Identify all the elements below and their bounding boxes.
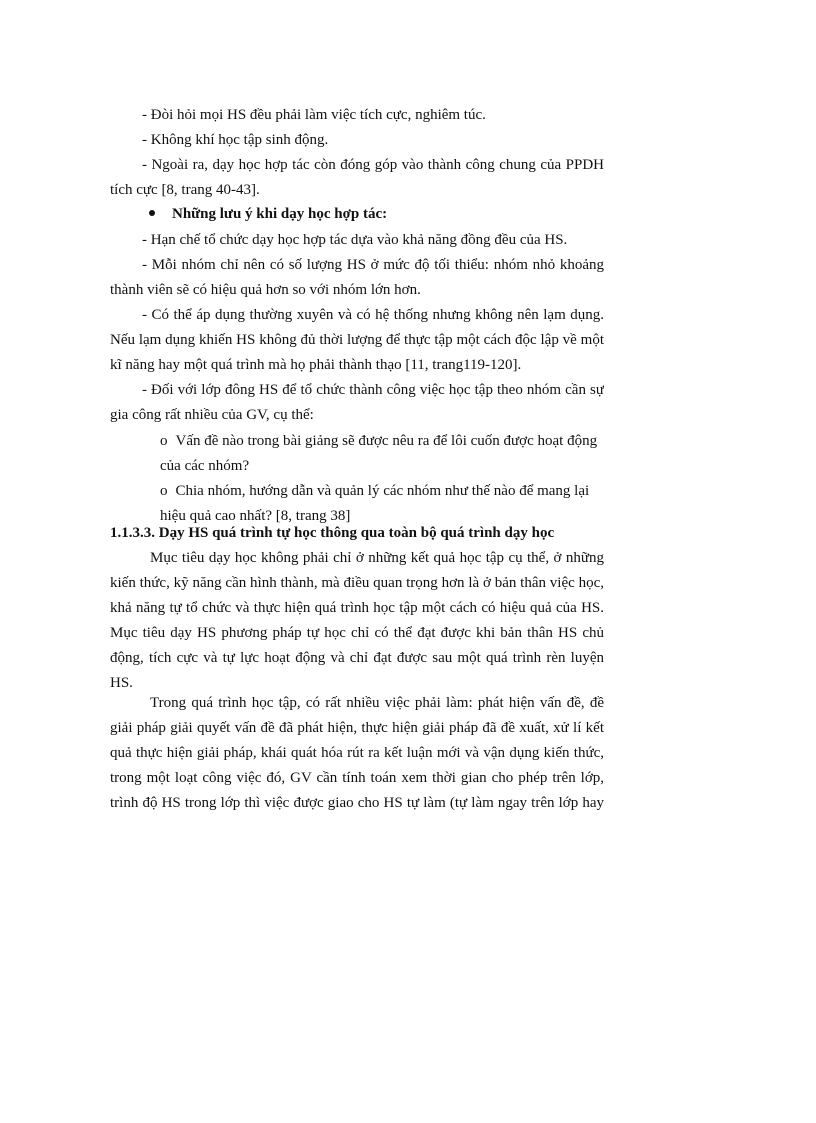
circle-bullet-icon: o xyxy=(160,483,168,499)
text-line: Mục tiêu dạy HS phương pháp tự học chỉ có thể đạt được khi bản thân HS chủ xyxy=(110,625,604,641)
sub-bullet-item xyxy=(160,482,589,500)
text-line: Trong quá trình học tập, có rất nhiều việc phải làm: phát hiện vấn đề, đề xyxy=(150,695,604,711)
text-line: thành viên sẽ có hiệu quả hơn so với nhóm lớn hơn. xyxy=(110,282,421,298)
text-line: - Có thể áp dụng thường xuyên và có hệ thống nhưng không nên lạm dụng. xyxy=(142,307,604,323)
bullet-dot-icon xyxy=(149,210,155,216)
text-line: - Ngoài ra, dạy học hợp tác còn đóng góp vào thành công chung của PPDH xyxy=(142,157,604,173)
text-line: Mục tiêu dạy học không phải chỉ ở những kết quả học tập cụ thể, ở những xyxy=(150,550,604,566)
sub-bullet-text: Chia nhóm, hướng dẫn và quản lý các nhóm như thế nào để mang lại xyxy=(175,483,590,499)
text-line: - Đối với lớp đông HS để tổ chức thành công việc học tập theo nhóm cần sự xyxy=(142,382,604,398)
text-line: - Hạn chế tổ chức dạy học hợp tác dựa vào khả năng đồng đều của HS. xyxy=(142,232,568,248)
section-heading: 1.1.3.3. Dạy HS quá trình tự học thông qua toàn bộ quá trình dạy học xyxy=(110,525,555,541)
text-line: hiệu quả cao nhất? [8, trang 38] xyxy=(160,508,351,524)
text-line: - Mỗi nhóm chỉ nên có số lượng HS ở mức độ tối thiểu: nhóm nhỏ khoảng xyxy=(142,257,604,273)
text-line: quả thực hiện giải pháp, khái quát hóa rút ra kết luận mới và vận dụng kiến thức, xyxy=(110,745,604,761)
text-line: gia công rất nhiều của GV, cụ thể: xyxy=(110,407,314,423)
text-line: Nếu lạm dụng khiến HS không đủ thời lượng để thực tập một cách độc lập về một xyxy=(110,332,604,348)
section-subheading: Những lưu ý khi dạy học hợp tác: xyxy=(172,206,388,222)
text-line: - Đòi hỏi mọi HS đều phải làm việc tích cực, nghiêm túc. xyxy=(142,107,486,123)
text-line: trong một loạt công việc đó, GV cần tính toán xem thời gian cho phép trên lớp, xyxy=(110,770,604,786)
text-line: - Không khí học tập sinh động. xyxy=(142,132,329,148)
text-line: giải pháp giải quyết vấn đề đã phát hiện, thực hiện giải pháp đã đề xuất, xử lí kết xyxy=(110,720,604,736)
sub-bullet-item xyxy=(160,432,597,450)
circle-bullet-icon: o xyxy=(160,433,168,449)
text-line: kiến thức, kỹ năng cần hình thành, mà điều quan trọng hơn là ở bản thân việc học, xyxy=(110,575,604,591)
sub-bullet-text: Vấn đề nào trong bài giảng sẽ được nêu ra để lôi cuốn được hoạt động xyxy=(175,433,598,449)
text-line: của các nhóm? xyxy=(160,458,250,474)
text-line: động, tích cực và tự lực hoạt động và chỉ đạt được sau một quá trình rèn luyện xyxy=(110,650,604,666)
text-line: HS. xyxy=(110,675,133,691)
text-line: khả năng tự tổ chức và thực hiện quá trình học tập một cách có hiệu quả của HS. xyxy=(110,600,604,616)
text-line: kĩ năng hay một quá trình mà họ phải thành thạo [11, trang119-120]. xyxy=(110,357,522,373)
text-line: trình độ HS trong lớp thì việc được giao cho HS tự làm (tự làm ngay trên lớp hay xyxy=(110,795,604,811)
text-line: tích cực [8, trang 40-43]. xyxy=(110,182,260,198)
